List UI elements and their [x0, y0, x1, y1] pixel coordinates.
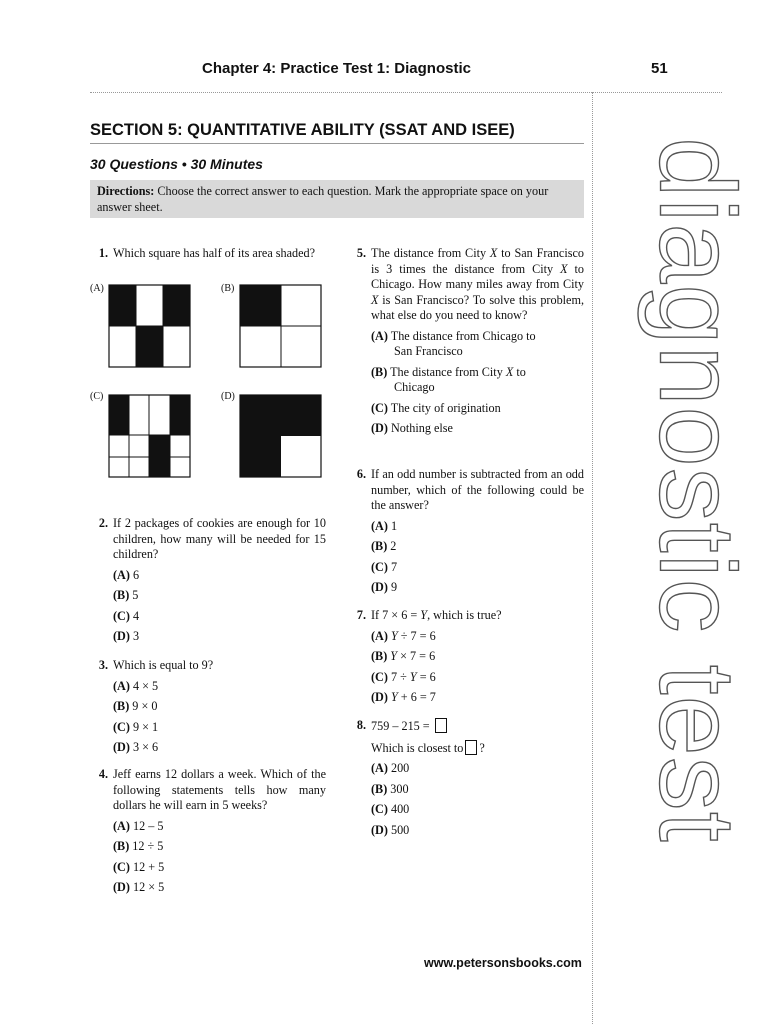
answer-option-b[interactable]: (B) Y × 7 = 6 — [371, 649, 436, 663]
question-7 — [348, 608, 584, 706]
answer-option-b[interactable]: (B) 12 ÷ 5 — [113, 839, 164, 853]
answer-option-d[interactable]: (D) 500 — [371, 822, 410, 837]
question-stem: If an odd number is subtracted from an odd number, which of the following could be the answer? — [371, 467, 584, 512]
answer-option-c[interactable]: (C) The city of origination — [371, 400, 501, 415]
directions-label: Directions: — [97, 184, 155, 198]
answer-option-c[interactable]: (C) 7 — [371, 559, 398, 574]
directions-text: Choose the correct answer to each question. Mark the appropriate space on your answer sheet. — [97, 184, 549, 214]
answer-option-d[interactable]: (D) Y + 6 = 7 — [371, 690, 436, 704]
question-4 — [90, 767, 326, 896]
answer-blank-box — [465, 740, 477, 755]
footer-url[interactable]: www.petersonsbooks.com — [424, 956, 582, 970]
question-3 — [90, 658, 326, 756]
answer-option-d[interactable]: (D) 12 × 5 — [113, 880, 165, 894]
question-number: 8. — [356, 718, 366, 732]
question-1 — [90, 246, 326, 262]
answer-option-d[interactable]: (D) 3 × 6 — [113, 740, 159, 754]
question-number: 3. — [98, 658, 108, 672]
figure-label-c: (C) — [90, 391, 104, 402]
answer-option-d[interactable]: (D) 9 — [371, 580, 398, 594]
header-divider — [90, 92, 722, 93]
question-stem: The distance from City X to San Francisco is 3 times the distance from City X to Chicago. How many miles away from City X is San Francisco? To solve this problem, what else do you need to know? — [371, 246, 585, 322]
question-number: 2. — [98, 516, 108, 530]
answer-option-d[interactable]: (D) 3 — [113, 629, 140, 643]
side-label: diagnostic test — [637, 137, 759, 843]
section-title: SECTION 5: QUANTITATIVE ABILITY (SSAT AND ISEE) — [90, 121, 515, 139]
question-5 — [348, 246, 584, 437]
page-number: 51 — [651, 60, 668, 77]
figure-label-b: (B) — [221, 283, 235, 294]
square-figure-a — [108, 284, 192, 368]
answer-option-a[interactable]: (A) 1 — [371, 518, 398, 533]
answer-option-b[interactable]: (B) 2 — [371, 539, 397, 553]
question-stem: 759 – 215 = — [371, 718, 584, 735]
question-stem-line-2: Which is closest to ? — [371, 740, 485, 755]
chapter-title: Chapter 4: Practice Test 1: Diagnostic — [202, 60, 471, 77]
question-number: 1. — [98, 246, 108, 260]
answer-option-c[interactable]: (C) 4 — [113, 608, 140, 623]
answer-option-a[interactable]: (A) Y ÷ 7 = 6 — [371, 628, 436, 643]
question-number: 4. — [98, 767, 108, 781]
question-stem: Which square has half of its area shaded? — [113, 246, 316, 260]
question-stem: If 2 packages of cookies are enough for 10 children, how many will be needed for 15 children? — [113, 516, 326, 561]
question-number: 5. — [356, 246, 366, 260]
question-stem: If 7 × 6 = Y, which is true? — [371, 608, 502, 622]
figure-label-d: (D) — [221, 391, 235, 402]
answer-option-b[interactable]: (B) 5 — [113, 588, 139, 602]
square-figure-b — [239, 284, 323, 368]
answer-option-a[interactable]: (A) 6 — [113, 567, 140, 582]
answer-option-c[interactable]: (C) 400 — [371, 802, 410, 816]
question-8 — [348, 718, 584, 838]
answer-option-a[interactable]: (A) 4 × 5 — [113, 678, 159, 693]
sidebar-divider — [592, 92, 593, 1024]
section-subtitle: 30 Questions • 30 Minutes — [90, 156, 263, 172]
answer-option-c[interactable]: (C) 12 + 5 — [113, 859, 165, 874]
question-6 — [348, 467, 584, 596]
answer-option-d[interactable]: (D) Nothing else — [371, 421, 453, 435]
answer-option-b[interactable]: (B) The distance from City X to Chicago — [371, 364, 526, 394]
answer-option-a[interactable]: (A) 12 – 5 — [113, 818, 164, 833]
section-divider — [90, 143, 584, 144]
question-number: 6. — [356, 467, 366, 481]
answer-option-c[interactable]: (C) 9 × 1 — [113, 719, 159, 734]
square-figure-d — [239, 394, 323, 478]
answer-option-b[interactable]: (B) 9 × 0 — [113, 699, 158, 713]
answer-option-b[interactable]: (B) 300 — [371, 781, 409, 796]
question-2 — [90, 516, 326, 645]
directions-box — [90, 180, 584, 218]
answer-blank-box — [435, 718, 447, 733]
answer-option-c[interactable]: (C) 7 ÷ Y = 6 — [371, 669, 436, 684]
answer-option-a[interactable]: (A) 200 — [371, 761, 410, 775]
question-number: 7. — [356, 608, 366, 622]
square-figure-c — [108, 394, 192, 478]
question-stem: Jeff earns 12 dollars a week. Which of the following statements tells how many dollars he will earn in 5 weeks? — [113, 767, 326, 812]
figure-label-a: (A) — [90, 283, 104, 294]
question-stem: Which is equal to 9? — [113, 658, 214, 672]
answer-option-a[interactable]: (A) The distance from Chicago to San Francisco — [371, 328, 536, 358]
